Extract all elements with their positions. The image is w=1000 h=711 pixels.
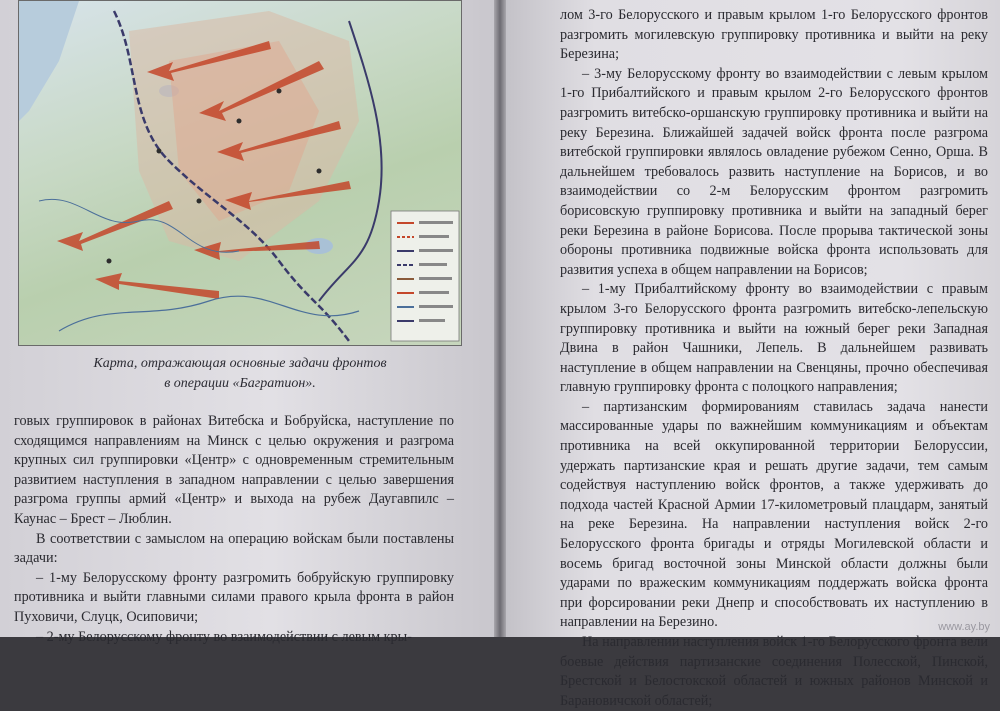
right-page-text xyxy=(560,6,988,711)
left-page-text xyxy=(14,412,454,647)
caption-line-1: Карта, отражающая основные задачи фронтов xyxy=(93,356,387,371)
left-paragraph-1: говых группировок в районах Витебска и Бобруйска, наступление по сходящимся направлениям на Минск с целью окружения и разгрома крупных сил группировки «Центр» с одновременным стремительным развитием наступления в западном направлении с целью завершения разгрома группы армий «Центр» и выхода на рубеж Даугавпилс – Каунас – Брест – Люблин. xyxy=(14,413,454,527)
operation-map xyxy=(18,0,462,346)
caption-line-2: в операции «Багратион». xyxy=(164,376,316,391)
right-paragraph-5: На направлении наступления войск 1-го Белорусского фронта вели боевые действия партизанские соединения Полесской, Пинской, Брестской и Белостокской областей и южных районов Минской и Барановичской областей; xyxy=(560,634,988,709)
book-gutter xyxy=(494,0,506,637)
right-page xyxy=(506,0,1000,709)
left-page xyxy=(0,0,494,645)
right-paragraph-1: лом 3-го Белорусского и правым крылом 1-го Белорусского фронтов разгромить могилевскую группировку противника и выйти на реку Березина; xyxy=(560,7,988,63)
left-paragraph-3: – 1-му Белорусскому фронту разгромить бобруйскую группировку противника и выйти главными силами правого крыла фронта в район Пуховичи, Слуцк, Осиповичи; xyxy=(14,569,454,625)
right-paragraph-4: – партизанским формированиям ставилась задача нанести массированные удары по важнейшим коммуникациям и объектам противника на всей оккупированной территории Белоруссии, удержать партизанские края и решать другие задачи, тем самым содействуя наступлению войск фронтов, а также удерживать до подхода частей Красной Армии 17-километровый плацдарм, занятый на реке Березина. На направлении наступления войск 2-го Белорусского фронта бригады и отряды Могилевской области и восемь бригад восточной зоны Минской области должны были ударами по вражеским коммуникациям поддержать войска фронта при форсировании реки Днепр и способствовать их наступлению в направлении на Березино. xyxy=(560,398,988,631)
right-paragraph-3: – 1-му Прибалтийскому фронту во взаимодействии с правым крылом 3-го Белорусского фронта разгромить витебско-лепельскую группировку противника и выйти на южный берег реки Западная Двина в район Чашники, Лепель. В дальнейшем развивать наступление в общем направлении на Свенцяны, прочно обеспечивая главную группировку фронта с полоцкого направления; xyxy=(560,281,988,396)
map-caption xyxy=(30,354,450,394)
left-paragraph-2: В соответствии с замыслом на операцию войскам были поставлены задачи: xyxy=(14,530,454,567)
watermark: www.ay.by xyxy=(938,621,990,633)
left-paragraph-4: – 2-му Белорусскому фронту во взаимодействии с левым кры- xyxy=(36,628,412,645)
map-drawing xyxy=(19,1,461,345)
right-paragraph-2: – 3-му Белорусскому фронту во взаимодействии с левым крылом 1-го Прибалтийского и правым крылом 2-го Белорусского фронтов разгромить витебско-оршанскую группировку противника и выйти на реку Березина. Ближайшей задачей войск фронта после разгрома витебской группировки являлось овладение рубежом Сенно, Орша. В дальнейшем требовалось развить наступление на Борисов, и во взаимодействии со 2-м Белорусским фронтом разгромить борисовскую группировку противника и выйти на западный берег реки Березина в районе Борисова. После прорыва тактической зоны обороны противника подвижные войска фронта использовать для развития успеха в общем направлении на Борисов; xyxy=(560,65,988,278)
